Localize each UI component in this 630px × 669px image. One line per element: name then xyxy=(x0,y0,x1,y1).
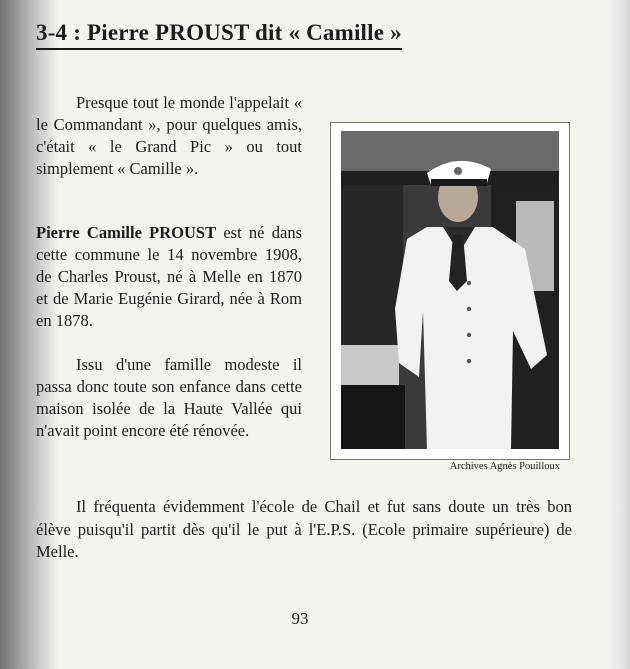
photo-caption: Archives Agnès Pouilloux xyxy=(449,461,560,472)
page-number: 93 xyxy=(291,609,309,628)
paragraph-3: Issu d'une famille modeste il passa donc toute son enfance dans cette maison isolée de la Haute Vallée qui n'avait point encore été rénovée. xyxy=(36,355,302,440)
intro-paragraph xyxy=(36,92,302,180)
paragraph-1: Presque tout le monde l'appelait « le Commandant », pour quelques amis, c'était « le Grand Pic » ou tout simplement « Camille ». xyxy=(36,93,302,178)
paragraph-2 xyxy=(36,222,302,332)
person-full-name: Pierre Camille PROUST xyxy=(36,223,217,242)
portrait-photo-frame xyxy=(330,122,570,460)
officer-portrait-image xyxy=(341,131,559,449)
paragraph-2-text: est né dans cette commune le 14 novembre 1908, de Charles Proust, né à Melle en 1870 et de Marie Eugénie Girard, née à Rom en 1878. xyxy=(36,223,303,330)
portrait-photo xyxy=(341,131,559,449)
paragraph-4: Il fréquenta évidemment l'école de Chail et fut sans doute un très bon élève puisqu'il partit dès qu'il le put à l'E.P.S. (Ecole primaire supérieure) de Melle. xyxy=(36,497,572,561)
schooling-paragraph xyxy=(36,496,572,564)
section-heading: 3-4 : Pierre PROUST dit « Camille » xyxy=(36,20,402,50)
page-edge-shadow xyxy=(608,0,630,669)
birth-paragraph xyxy=(36,222,302,332)
childhood-paragraph xyxy=(36,354,302,442)
